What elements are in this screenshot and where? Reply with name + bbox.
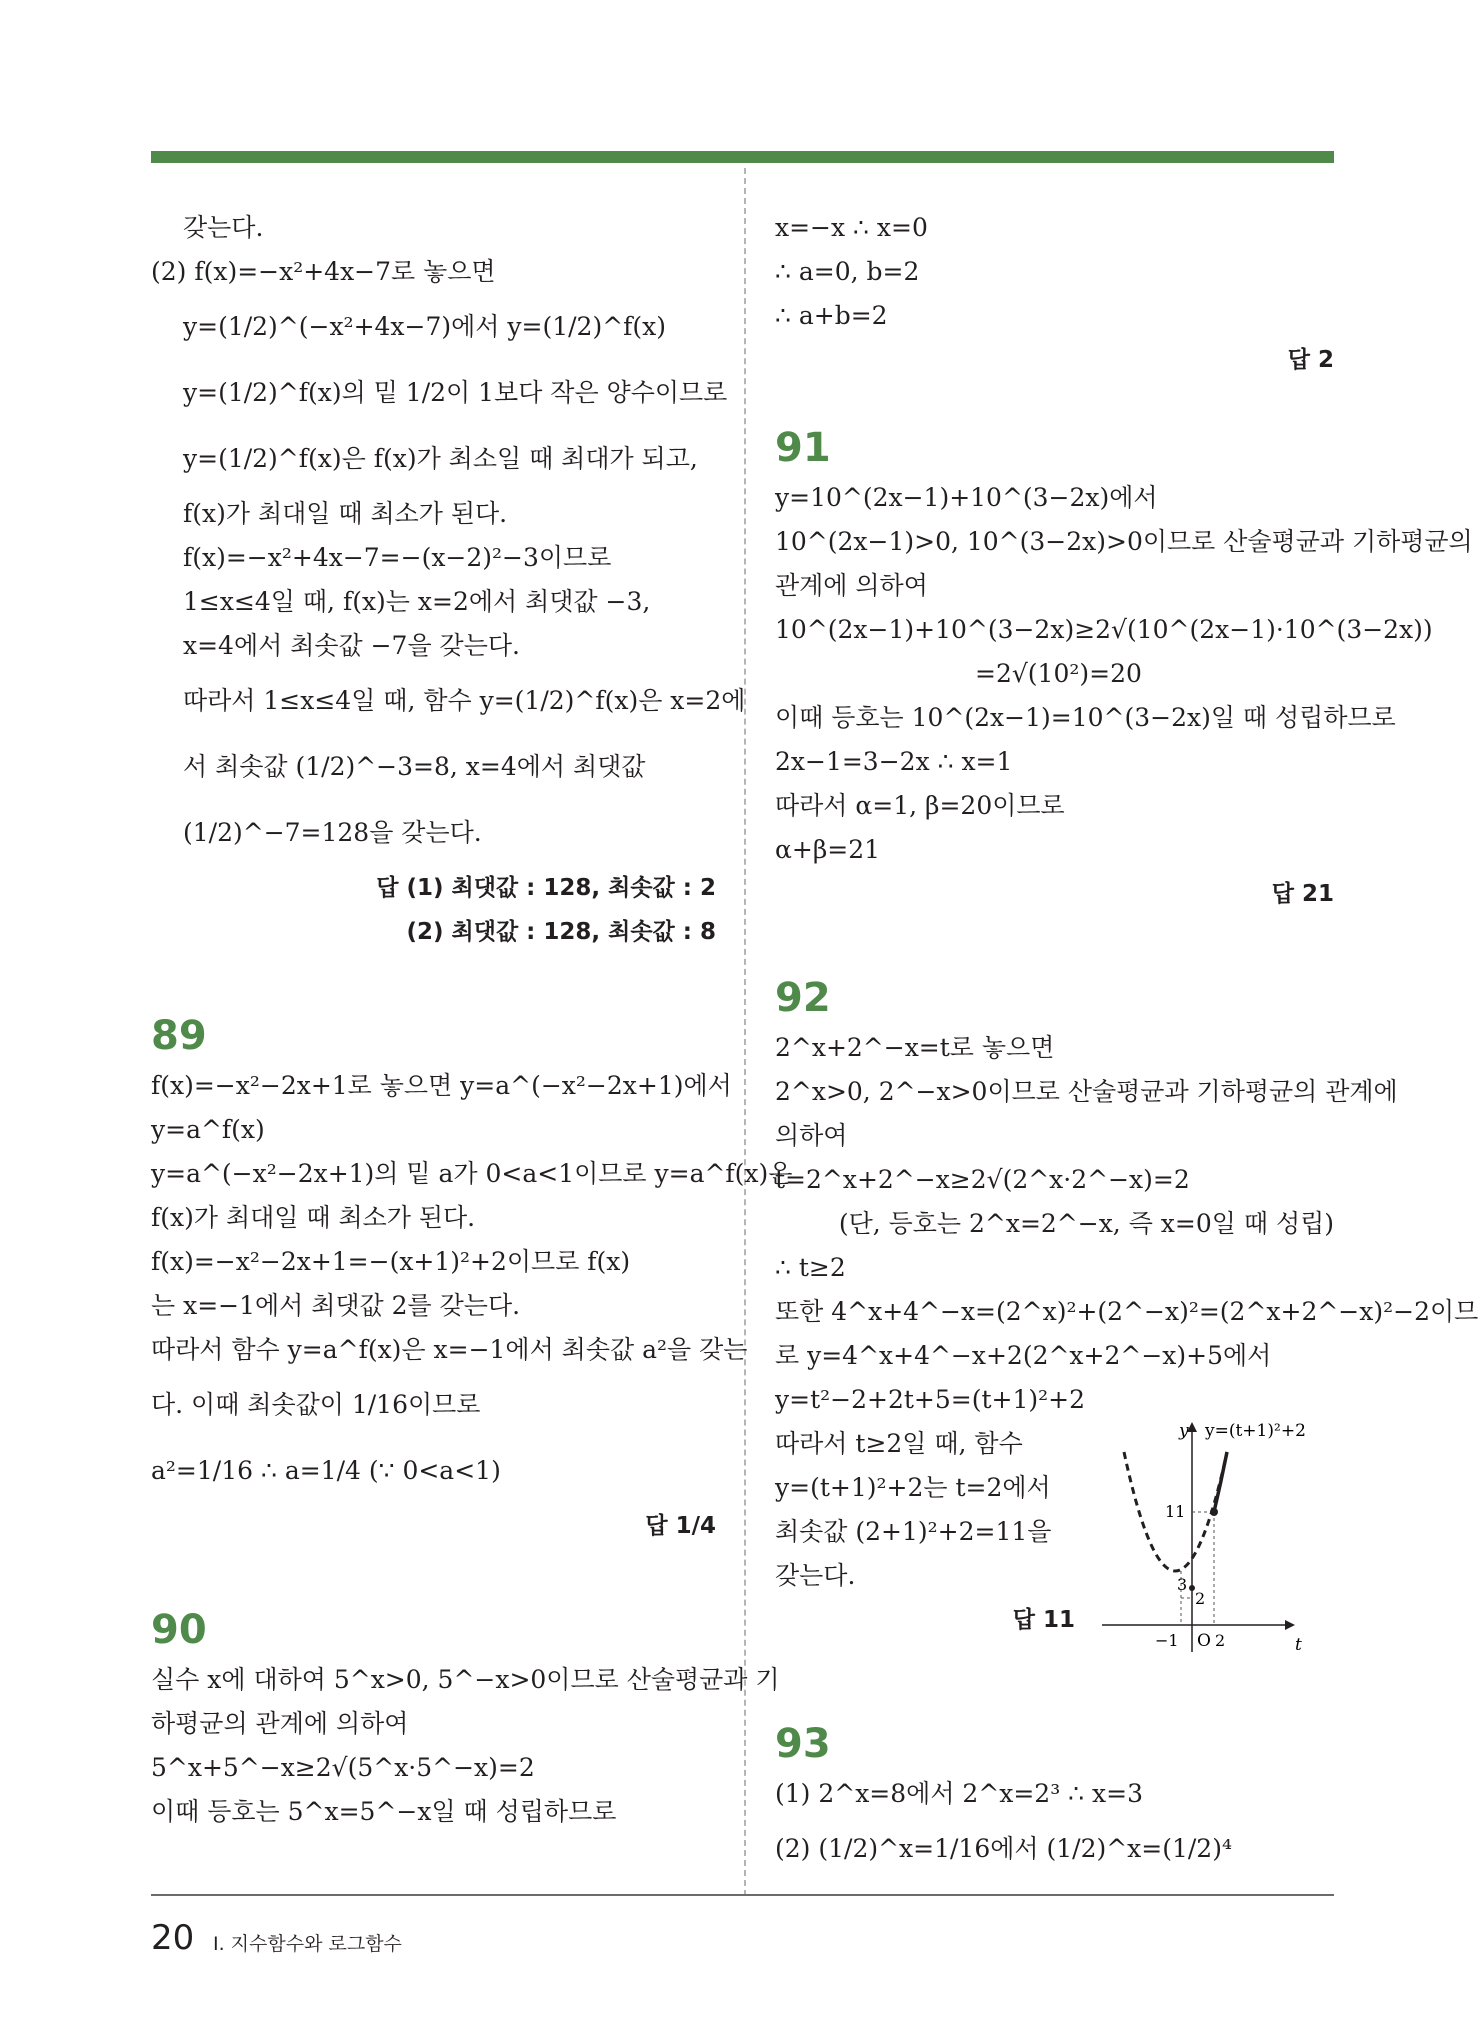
- p90-line-3: 5^x+5^−x≥2√(5^x·5^−x)=2: [151, 1753, 535, 1782]
- p90-line-1: 실수 x에 대하여 5^x>0, 5^−x>0이므로 산술평균과 기: [151, 1665, 780, 1694]
- left-line-8: 1≤x≤4일 때, f(x)는 x=2에서 최댓값 −3,: [183, 587, 651, 616]
- left-line-12: (1/2)^−7=128을 갖는다.: [183, 818, 482, 847]
- y-label-2: 2: [1195, 1589, 1206, 1608]
- answer-91: 답 21: [1271, 881, 1334, 907]
- p92-graph-text: [775, 1422, 1095, 1642]
- p90c-line-2: ∴ a=0, b=2: [775, 257, 920, 286]
- p91-line-8: 따라서 α=1, β=20이므로: [775, 791, 1065, 820]
- parabola-graph: [1097, 1412, 1334, 1662]
- left-column: [151, 206, 793, 1834]
- problem-number-91: 91: [775, 425, 831, 471]
- p89-line-1: f(x)=−x²−2x+1로 놓으면 y=a^(−x²−2x+1)에서: [151, 1071, 732, 1100]
- answer-88-2: (2) 최댓값 : 128, 최솟값 : 8: [406, 919, 716, 945]
- p92-gtext-3: 최솟값 (2+1)²+2=11을: [775, 1517, 1052, 1546]
- p91-line-3: 관계에 의하여: [775, 571, 928, 600]
- p89-line-9: a²=1/16 ∴ a=1/4 (∵ 0<a<1): [151, 1456, 501, 1485]
- x-label-2: 2: [1215, 1631, 1226, 1650]
- left-line-2: (2) f(x)=−x²+4x−7로 놓으면: [151, 257, 496, 286]
- p93-line-2: (2) (1/2)^x=1/16에서 (1/2)^x=(1/2)⁴: [775, 1834, 1232, 1863]
- p92-line-6: ∴ t≥2: [775, 1253, 846, 1282]
- p92-line-9: y=t²−2+2t+5=(t+1)²+2: [775, 1385, 1085, 1414]
- page-number: 20: [151, 1918, 195, 1958]
- p91-line-6: 이때 등호는 10^(2x−1)=10^(3−2x)일 때 성립하므로: [775, 703, 1396, 732]
- p89-line-3: y=a^(−x²−2x+1)의 밑 a가 0<a<1이므로 y=a^f(x)은: [151, 1159, 793, 1188]
- p89-line-5: f(x)=−x²−2x+1=−(x+1)²+2이므로 f(x): [151, 1247, 631, 1276]
- p90c-line-1: x=−x ∴ x=0: [775, 213, 928, 242]
- p92-line-4: t=2^x+2^−x≥2√(2^x·2^−x)=2: [775, 1165, 1190, 1194]
- left-line-7: f(x)=−x²+4x−7=−(x−2)²−3이므로: [183, 543, 612, 572]
- p91-line-5: =2√(10²)=20: [975, 659, 1142, 688]
- p92-gtext-4: 갖는다.: [775, 1561, 856, 1590]
- left-line-1: 갖는다.: [183, 213, 264, 242]
- left-line-11: 서 최솟값 (1/2)^−3=8, x=4에서 최댓값: [183, 752, 646, 781]
- y-axis-label: y: [1179, 1421, 1189, 1441]
- problem-number-92: 92: [775, 975, 831, 1021]
- column-divider: [744, 168, 746, 1896]
- top-header-bar: [151, 151, 1334, 163]
- left-line-5: y=(1/2)^f(x)은 f(x)가 최소일 때 최대가 되고,: [183, 444, 698, 473]
- answer-92: 답 11: [1012, 1607, 1075, 1633]
- left-line-3: y=(1/2)^(−x²+4x−7)에서 y=(1/2)^f(x): [183, 312, 667, 341]
- left-line-6: f(x)가 최대일 때 최소가 된다.: [183, 499, 508, 528]
- answer-88-1: 답 (1) 최댓값 : 128, 최솟값 : 2: [376, 875, 716, 901]
- left-line-4: y=(1/2)^f(x)의 밑 1/2이 1보다 작은 양수이므로: [183, 378, 728, 407]
- p92-line-2: 2^x>0, 2^−x>0이므로 산술평균과 기하평균의 관계에: [775, 1077, 1398, 1106]
- left-line-9: x=4에서 최솟값 −7을 갖는다.: [183, 631, 520, 660]
- p91-line-9: α+β=21: [775, 835, 881, 864]
- p92-gtext-2: y=(t+1)²+2는 t=2에서: [775, 1473, 1051, 1502]
- p90c-line-3: ∴ a+b=2: [775, 301, 888, 330]
- problem-number-90: 90: [151, 1607, 207, 1653]
- left-line-10: 따라서 1≤x≤4일 때, 함수 y=(1/2)^f(x)은 x=2에: [183, 686, 746, 715]
- answer-90: 답 2: [1287, 347, 1334, 373]
- y-label-11: 11: [1165, 1502, 1186, 1521]
- p92-line-3: 의하여: [775, 1121, 848, 1150]
- footer-rule: [151, 1894, 1334, 1896]
- p92-graph-row: [775, 1422, 1334, 1662]
- p89-line-4: f(x)가 최대일 때 최소가 된다.: [151, 1203, 476, 1232]
- origin-label: O: [1197, 1631, 1211, 1651]
- min-point: [1210, 1508, 1218, 1516]
- t-axis-arrow: [1285, 1620, 1295, 1630]
- p90-line-4: 이때 등호는 5^x=5^−x일 때 성립하므로: [151, 1797, 617, 1826]
- x-label-minus1: −1: [1155, 1631, 1179, 1650]
- p89-line-7: 따라서 함수 y=a^f(x)은 x=−1에서 최솟값 a²을 갖는: [151, 1335, 748, 1364]
- p91-line-7: 2x−1=3−2x ∴ x=1: [775, 747, 1013, 776]
- p92-line-1: 2^x+2^−x=t로 놓으면: [775, 1033, 1055, 1062]
- problem-number-89: 89: [151, 1013, 207, 1059]
- p92-gtext-1: 따라서 t≥2일 때, 함수: [775, 1429, 1023, 1458]
- p91-line-1: y=10^(2x−1)+10^(3−2x)에서: [775, 483, 1158, 512]
- curve-label: y=(t+1)²+2: [1205, 1421, 1306, 1441]
- p92-line-7: 또한 4^x+4^−x=(2^x)²+(2^−x)²=(2^x+2^−x)²−2이므: [775, 1297, 1479, 1326]
- answer-89: 답 1/4: [645, 1513, 716, 1539]
- p91-line-2: 10^(2x−1)>0, 10^(3−2x)>0이므로 산술평균과 기하평균의: [775, 527, 1473, 556]
- problem-number-93: 93: [775, 1721, 831, 1767]
- p89-line-6: 는 x=−1에서 최댓값 2를 갖는다.: [151, 1291, 521, 1320]
- p89-line-2: y=a^f(x): [151, 1115, 265, 1144]
- right-column: [775, 206, 1479, 1882]
- chapter-title: Ⅰ. 지수함수와 로그함수: [213, 1933, 402, 1955]
- p92-line-5: (단, 등호는 2^x=2^−x, 즉 x=0일 때 성립): [838, 1209, 1334, 1238]
- parabola-solid: [1214, 1452, 1227, 1512]
- t-axis-label: t: [1295, 1635, 1302, 1655]
- p89-line-8: 다. 이때 최솟값이 1/16이므로: [151, 1390, 481, 1419]
- p90-line-2: 하평균의 관계에 의하여: [151, 1709, 409, 1738]
- p91-line-4: 10^(2x−1)+10^(3−2x)≥2√(10^(2x−1)·10^(3−2x)): [775, 615, 1433, 644]
- y-label-3: 3: [1177, 1575, 1188, 1594]
- p93-line-1: (1) 2^x=8에서 2^x=2³ ∴ x=3: [775, 1779, 1143, 1808]
- p92-line-8: 로 y=4^x+4^−x+2(2^x+2^−x)+5에서: [775, 1341, 1272, 1370]
